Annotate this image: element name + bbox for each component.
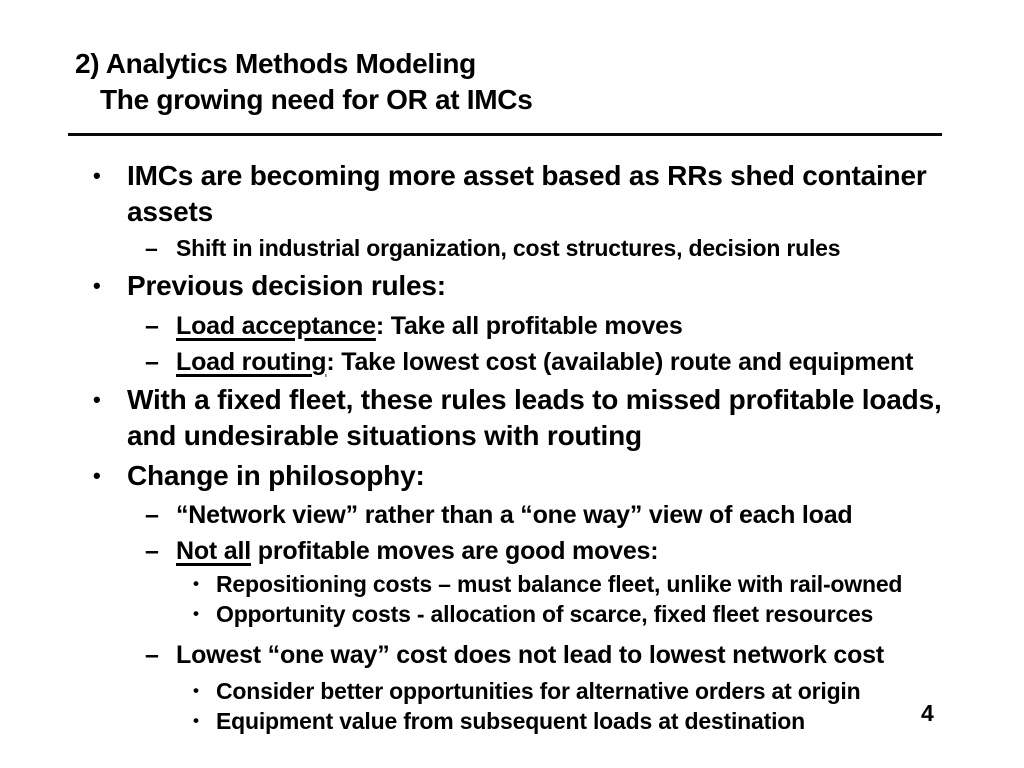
dash-bullet-icon: – — [145, 641, 159, 669]
bullet-text — [216, 599, 873, 629]
slide-title-line1: 2) Analytics Methods Modeling — [75, 48, 476, 79]
dash-bullet-icon: – — [145, 348, 159, 376]
bullet-item-shift-industrial — [145, 230, 973, 266]
bullet-item-change-philosophy — [93, 458, 973, 494]
underlined-text: Not all — [176, 537, 251, 565]
plain-text: Opportunity costs - allocation of scarce, fixed fleet resources — [216, 601, 874, 627]
bullet-item-opportunity-costs — [193, 599, 973, 629]
plain-text: With a fixed fleet, these rules leads to missed profitable loads, and undesirable situations with routing — [127, 384, 942, 451]
plain-text: Change in philosophy: — [127, 460, 425, 491]
plain-text: Previous decision rules: — [127, 270, 446, 301]
bullet-item-fixed-fleet — [93, 382, 973, 454]
bullet-text — [176, 230, 840, 266]
bullet-dot-icon: • — [193, 574, 199, 593]
slide-title — [75, 46, 533, 118]
dash-bullet-icon: – — [145, 537, 159, 565]
plain-text: Equipment value from subsequent loads at destination — [216, 708, 805, 734]
plain-text: : Take lowest cost (available) route and equipment — [326, 348, 914, 376]
bullet-text — [176, 344, 913, 380]
plain-text: Consider better opportunities for alternative orders at origin — [216, 678, 861, 704]
bullet-dot-icon: • — [193, 711, 199, 730]
title-divider-rule — [68, 133, 942, 136]
bullet-text — [176, 308, 683, 344]
bullet-text — [127, 268, 945, 304]
dash-bullet-icon: – — [145, 235, 158, 261]
underlined-text: Load acceptance — [176, 312, 376, 340]
bullet-item-consider-opportunities — [193, 676, 973, 706]
bullet-item-load-acceptance — [145, 308, 973, 344]
bullet-dot-icon: • — [193, 681, 199, 700]
bullet-text — [176, 637, 884, 673]
plain-text: : Take all profitable moves — [375, 312, 683, 340]
bullet-dot-icon: • — [93, 273, 101, 298]
slide-title-line2: The growing need for OR at IMCs — [100, 84, 533, 115]
bullet-text — [127, 158, 945, 230]
bullet-item-not-all-moves — [145, 533, 973, 569]
bullet-dot-icon: • — [93, 387, 101, 412]
bullet-text — [127, 458, 945, 494]
bullet-text — [216, 676, 860, 706]
bullet-item-repositioning-costs — [193, 569, 973, 599]
bullet-text — [176, 533, 658, 569]
dash-bullet-icon: – — [145, 501, 159, 529]
underlined-text: Load routing — [176, 348, 327, 376]
plain-text: Shift in industrial organization, cost structures, decision rules — [176, 235, 841, 261]
bullet-text — [176, 497, 853, 533]
bullet-dot-icon: • — [93, 163, 101, 188]
bullet-item-previous-rules — [93, 268, 973, 304]
bullet-item-lowest-cost — [145, 637, 973, 673]
plain-text: IMCs are becoming more asset based as RRs shed container assets — [127, 160, 927, 227]
bullet-item-network-view — [145, 497, 973, 533]
bullet-text — [216, 569, 902, 599]
page-number: 4 — [921, 700, 934, 726]
bullet-item-load-routing — [145, 344, 973, 380]
plain-text: “Network view” rather than a “one way” view of each load — [176, 501, 853, 529]
bullet-item-equipment-value — [193, 706, 973, 736]
plain-text: Lowest “one way” cost does not lead to lowest network cost — [176, 641, 884, 669]
bullet-text — [127, 382, 945, 454]
dash-bullet-icon: – — [145, 312, 159, 340]
plain-text: Repositioning costs – must balance fleet, unlike with rail-owned — [216, 571, 903, 597]
bullet-dot-icon: • — [193, 604, 199, 623]
bullet-list — [93, 158, 973, 736]
bullet-dot-icon: • — [93, 463, 101, 488]
bullet-text — [216, 706, 805, 736]
bullet-item-imcs-assets — [93, 158, 973, 230]
plain-text: profitable moves are good moves: — [251, 537, 659, 565]
